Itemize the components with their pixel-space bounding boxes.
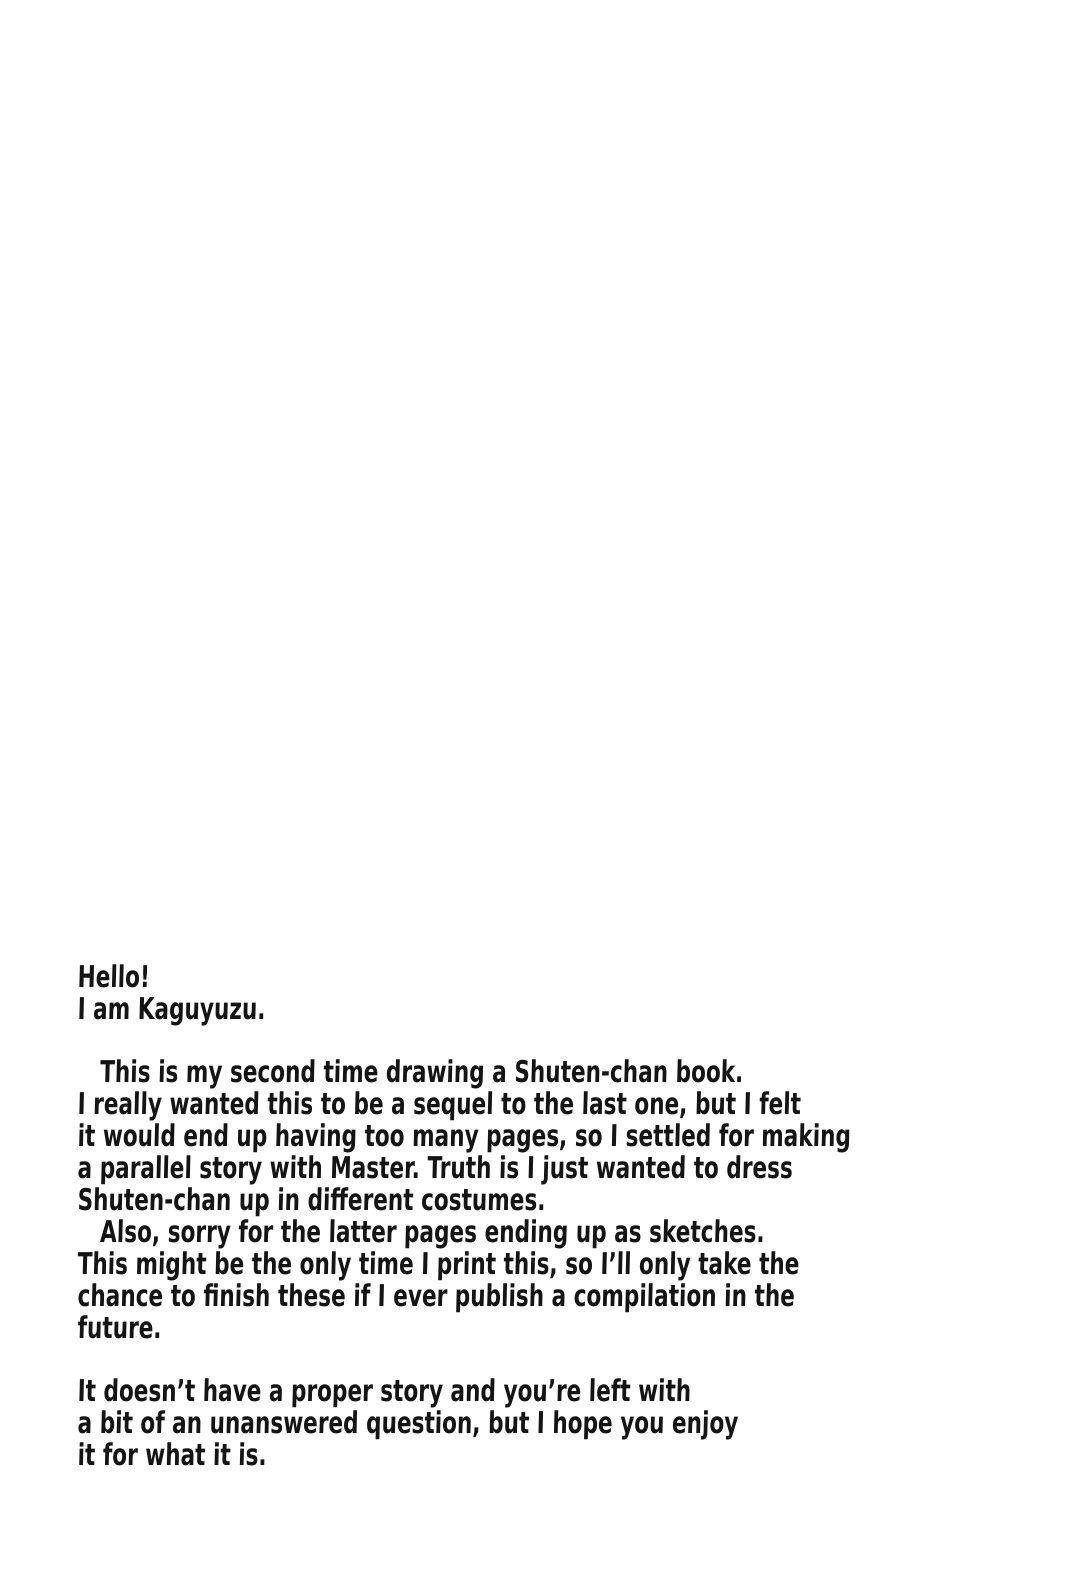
closing-paragraph (78, 1376, 1080, 1472)
text-line: This might be the only time I print this, so I’ll only take the (77, 1247, 800, 1282)
text-line: It doesn’t have a proper story and you’re left with (77, 1374, 692, 1409)
text-line: Also, sorry for the latter pages ending up as sketches. (77, 1215, 766, 1250)
text-line: I really wanted this to be a sequel to the last one, but I felt (77, 1087, 802, 1122)
text-line: chance to finish these if I ever publish a compilation in the (77, 1279, 796, 1314)
text-line: Shuten-chan up in different costumes. (77, 1183, 546, 1218)
text-line: it for what it is. (77, 1438, 268, 1473)
text-line: Hello! (77, 960, 151, 995)
afterword-text-block (78, 962, 1080, 1472)
text-line: I am Kaguyuzu. (77, 992, 266, 1027)
text-line: it would end up having too many pages, so I settled for making (77, 1119, 852, 1154)
text-line: future. (77, 1311, 163, 1346)
text-line: This is my second time drawing a Shuten-chan book. (77, 1055, 744, 1090)
text-line: a parallel story with Master. Truth is I just wanted to dress (77, 1151, 794, 1186)
text-line: a bit of an unanswered question, but I hope you enjoy (77, 1406, 739, 1441)
body-paragraph (78, 1057, 1080, 1345)
greeting-paragraph (78, 962, 1080, 1026)
